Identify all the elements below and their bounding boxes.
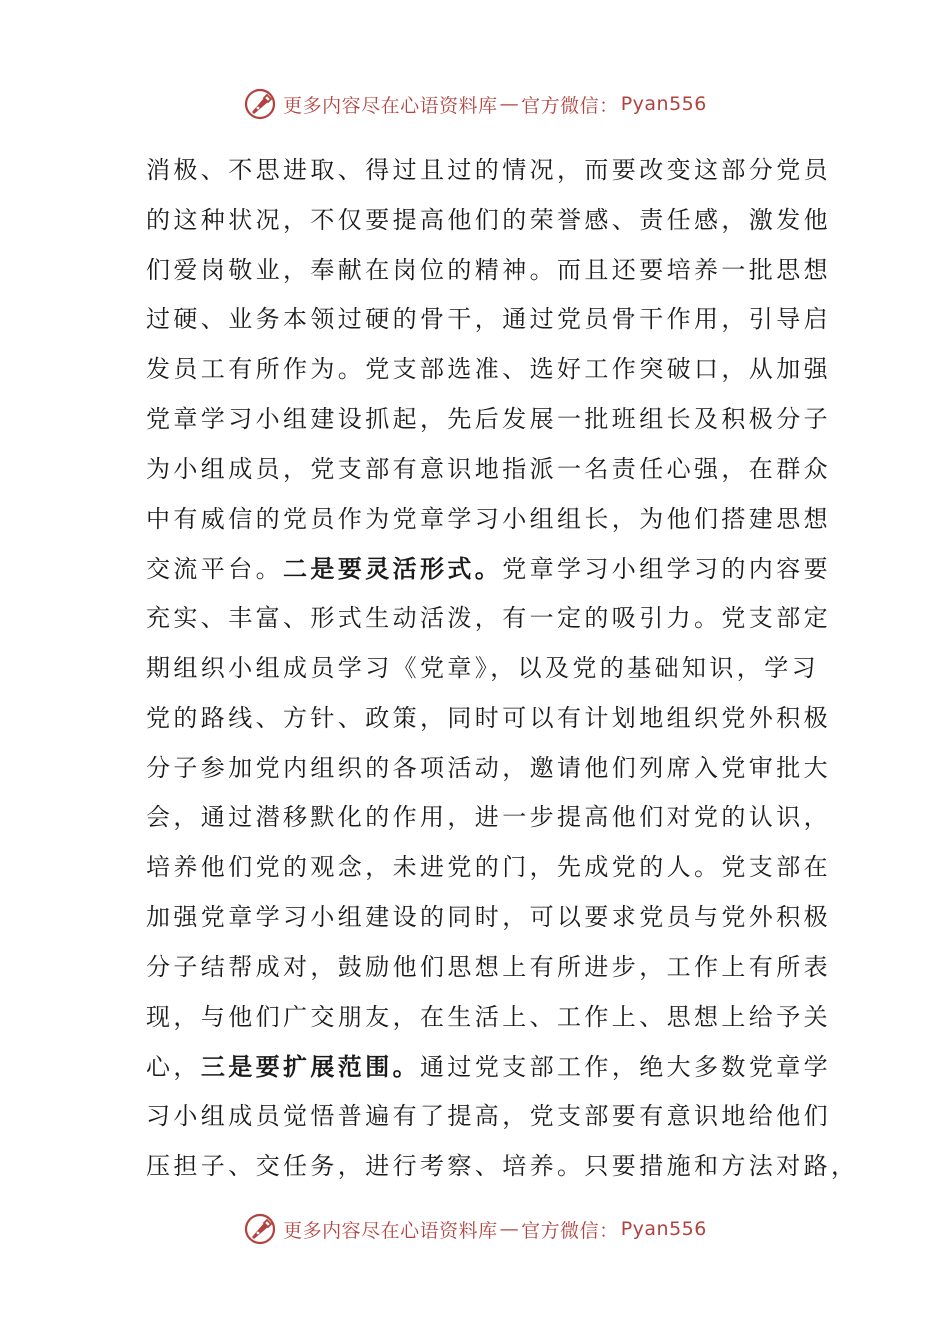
text-line	[146, 793, 831, 843]
footer-wechat-id: Pyan556	[620, 1218, 707, 1240]
footer-banner	[0, 1209, 950, 1249]
pen-nib-logo-icon	[243, 87, 277, 121]
line-text: 期组织小组成员学习《党章》，以及党的基础知识，学习	[146, 653, 819, 682]
text-line	[146, 295, 831, 345]
line-text: 压担子、交任务，进行考察、培养。只要措施和方法对路，	[146, 1151, 859, 1180]
line-text: 党的路线、方针、政策，同时可以有计划地组织党外积极	[146, 703, 831, 732]
footer-banner-separator: —	[499, 1218, 520, 1240]
line-text: 为小组成员，党支部有意识地指派一名责任心强，在群众	[146, 454, 831, 483]
text-line	[146, 744, 831, 794]
text-line	[146, 395, 831, 445]
text-line	[146, 1092, 831, 1142]
text-line	[146, 843, 831, 893]
line-text: 充实、丰富、形式生动活泼，有一定的吸引力。党支部定	[146, 604, 831, 633]
text-line	[146, 1042, 832, 1092]
line-text: 会，通过潜移默化的作用，进一步提高他们对党的认识，	[146, 803, 831, 832]
header-banner-text: 更多内容尽在心语资料库	[283, 94, 498, 117]
line-text-pre: 心，	[146, 1053, 201, 1082]
line-text: 现，与他们广交朋友，在生活上、工作上、思想上给予关	[146, 1002, 831, 1031]
text-line	[146, 993, 831, 1043]
line-text: 分子结帮成对，鼓励他们思想上有所进步，工作上有所表	[146, 952, 831, 981]
line-text: 分子参加党内组织的各项活动，邀请他们列席入党审批大	[146, 753, 831, 782]
text-line	[146, 345, 831, 395]
line-text: 党章学习小组建设抓起，先后发展一批班组长及积极分子	[146, 404, 831, 433]
text-line	[146, 594, 831, 644]
header-banner-separator: —	[499, 93, 520, 115]
line-text: 们爱岗敬业，奉献在岗位的精神。而且还要培养一批思想	[146, 255, 831, 284]
text-line	[146, 893, 831, 943]
line-text-pre: 交流平台。	[146, 555, 283, 584]
line-text-post: 通过党支部工作，绝大多数党章学	[420, 1053, 832, 1082]
text-line	[146, 196, 831, 246]
line-text-post: 党章学习小组学习的内容要	[502, 555, 832, 584]
text-line	[146, 146, 831, 196]
text-line	[146, 544, 832, 594]
footer-banner-label: 官方微信：	[521, 1219, 619, 1242]
text-line	[146, 1142, 859, 1192]
text-line	[146, 246, 831, 296]
text-line	[146, 644, 819, 694]
body-text	[146, 146, 859, 1192]
header-banner-label: 官方微信：	[521, 94, 619, 117]
line-text: 发员工有所作为。党支部选准、选好工作突破口，从加强	[146, 355, 831, 384]
line-text: 过硬、业务本领过硬的骨干，通过党员骨干作用，引导启	[146, 305, 831, 334]
text-line	[146, 694, 831, 744]
line-text: 的这种状况，不仅要提高他们的荣誉感、责任感，激发他	[146, 205, 831, 234]
text-line	[146, 943, 831, 993]
line-text: 习小组成员觉悟普遍有了提高，党支部要有意识地给他们	[146, 1102, 831, 1131]
header-wechat-id: Pyan556	[620, 93, 707, 115]
line-text: 中有威信的党员作为党章学习小组组长，为他们搭建思想	[146, 504, 831, 533]
footer-banner-text: 更多内容尽在心语资料库	[283, 1219, 498, 1242]
line-text: 加强党章学习小组建设的同时，可以要求党员与党外积极	[146, 902, 831, 931]
bold-heading: 三是要扩展范围。	[200, 1052, 421, 1082]
text-line	[146, 495, 831, 545]
line-text: 培养他们党的观念，未进党的门，先成党的人。党支部在	[146, 853, 831, 882]
bold-heading: 二是要灵活形式。	[283, 554, 503, 584]
pen-nib-logo-icon	[243, 1212, 277, 1246]
text-line	[146, 445, 831, 495]
header-banner	[0, 84, 950, 124]
line-text: 消极、不思进取、得过且过的情况，而要改变这部分党员	[146, 156, 831, 184]
